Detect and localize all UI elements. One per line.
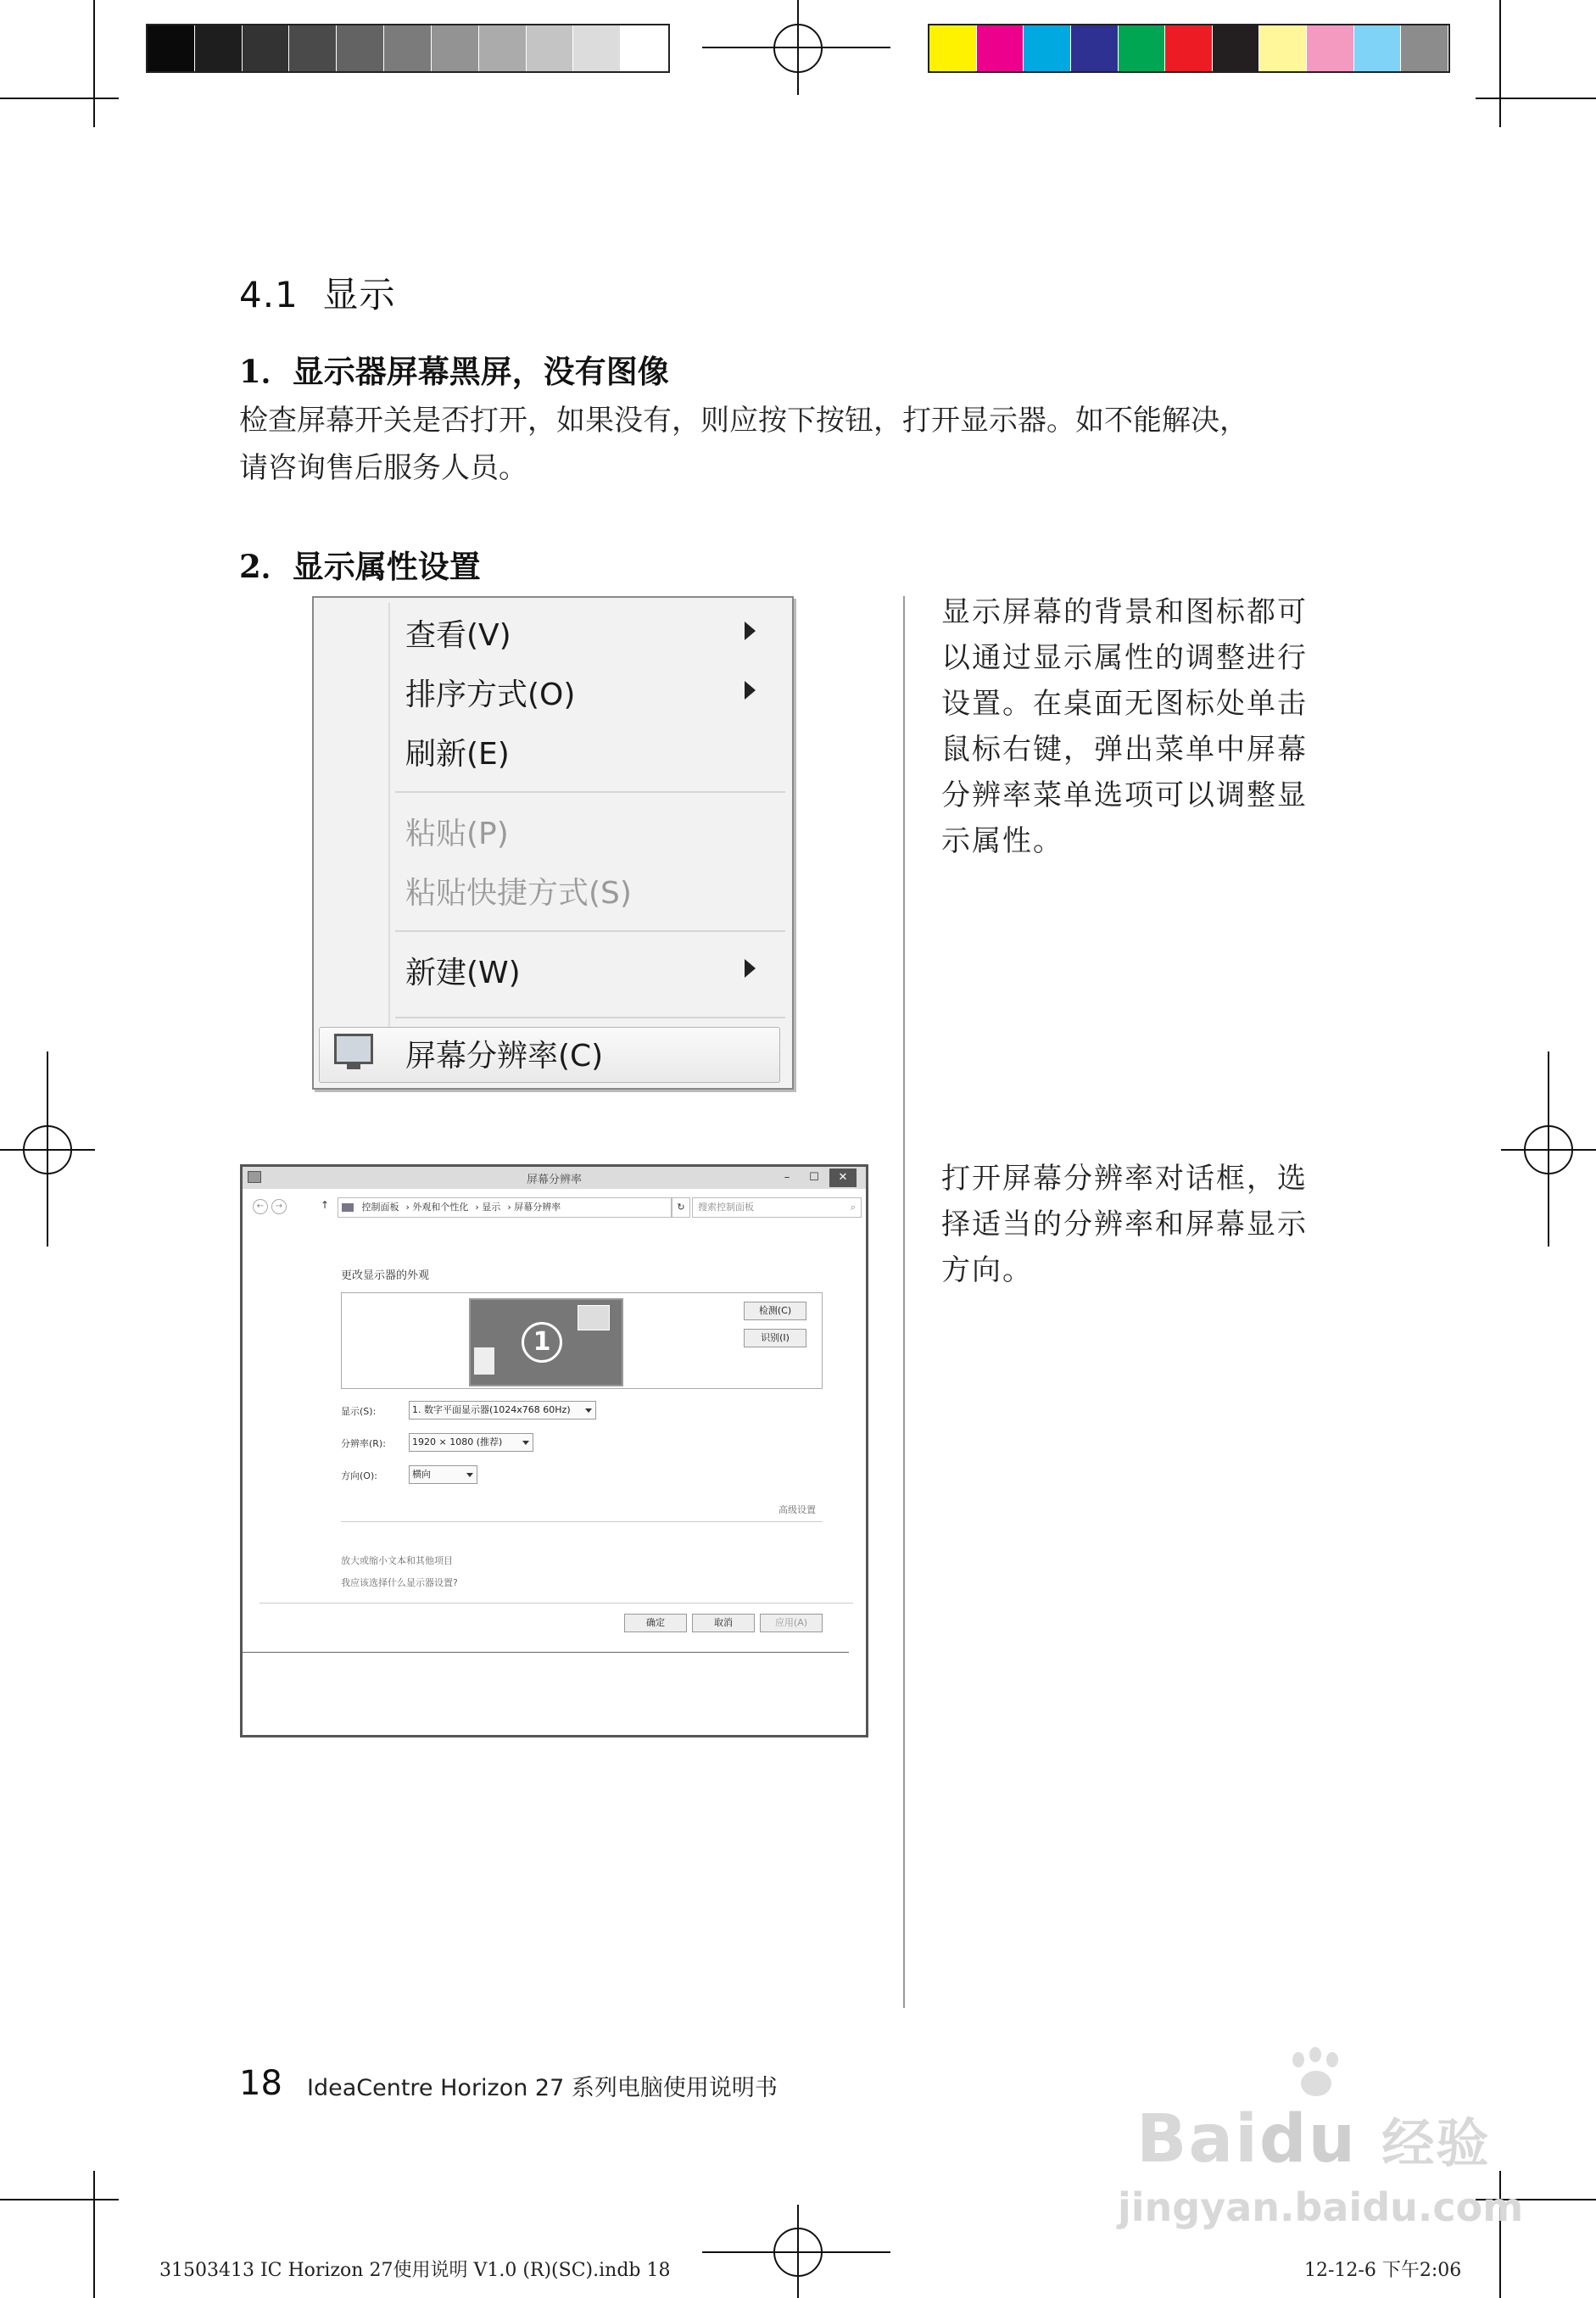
desc-line: 打开屏幕分辨率对话框，选 <box>941 1162 1308 1196</box>
item1-body-line: 检查屏幕开关是否打开，如果没有，则应按下按钮，打开显示器。如不能解决， <box>239 404 1248 438</box>
watermark-brand-text: du <box>1258 2101 1358 2178</box>
crop-mark <box>93 2171 95 2298</box>
dialog-heading: 更改显示器的外观 <box>341 1269 430 1282</box>
breadcrumb-item[interactable]: 外观和个性化 <box>412 1202 469 1213</box>
crop-mark <box>0 98 119 99</box>
page-number: 18 <box>239 2064 282 2103</box>
menu-item-refresh[interactable]: 刷新(E) <box>405 737 510 772</box>
watermark-url: jingyan.baidu.com <box>1118 2184 1524 2230</box>
dialog-description <box>941 1156 1340 1293</box>
breadcrumb-item[interactable]: 显示 <box>482 1202 501 1213</box>
chevron-down-icon <box>466 1473 473 1477</box>
dialog-titlebar <box>243 1167 866 1189</box>
search-icon: ⌕ <box>850 1202 856 1213</box>
gray-swatch <box>243 25 290 71</box>
display-select[interactable] <box>409 1401 596 1420</box>
color-calibration-bar <box>928 24 1450 73</box>
detect-button[interactable]: 检测(C) <box>744 1302 806 1320</box>
color-swatch <box>929 25 977 71</box>
color-swatch <box>1354 25 1402 71</box>
orientation-label: 方向(O): <box>341 1470 377 1481</box>
item2-description <box>941 589 1340 864</box>
submenu-arrow-icon <box>745 959 756 978</box>
item1-body-line: 请咨询售后服务人员。 <box>239 451 527 485</box>
orientation-select[interactable] <box>409 1465 477 1484</box>
desc-line: 示属性。 <box>941 824 1063 858</box>
breadcrumb-item[interactable]: 控制面板 <box>361 1202 399 1213</box>
gray-swatch <box>289 25 337 71</box>
color-swatch <box>1213 25 1260 71</box>
forward-icon[interactable]: → <box>271 1199 287 1214</box>
advanced-settings-link[interactable]: 高级设置 <box>778 1504 816 1515</box>
crop-mark <box>1499 0 1501 127</box>
color-swatch <box>1401 25 1448 71</box>
gray-swatch <box>432 25 479 71</box>
window-thumbnail-icon <box>578 1305 610 1330</box>
desc-line: 显示屏幕的背景和图标都可 <box>941 595 1308 629</box>
color-swatch <box>1165 25 1213 71</box>
control-panel-icon <box>342 1203 354 1212</box>
desc-line: 方向。 <box>941 1253 1033 1287</box>
monitor-preview <box>341 1292 823 1389</box>
divider <box>341 1521 823 1522</box>
watermark-brand-text: Bai <box>1136 2101 1259 2178</box>
resolution-label: 分辨率(R): <box>341 1438 386 1449</box>
desc-line: 择适当的分辨率和屏幕显示 <box>941 1208 1308 1241</box>
menu-separator <box>395 791 785 793</box>
crop-mark <box>0 2199 119 2200</box>
submenu-arrow-icon <box>745 681 756 700</box>
divider <box>259 1603 853 1604</box>
color-swatch <box>1307 25 1354 71</box>
display-monitor-icon <box>334 1034 373 1064</box>
paw-icon <box>1287 2052 1347 2103</box>
ok-button[interactable]: 确定 <box>624 1614 687 1632</box>
maximize-button[interactable]: ☐ <box>809 1171 819 1184</box>
footer-title: IdeaCentre Horizon 27 系列电脑使用说明书 <box>307 2075 778 2101</box>
refresh-icon[interactable]: ↻ <box>672 1197 690 1218</box>
up-icon[interactable]: ↑ <box>321 1199 330 1211</box>
identify-button[interactable]: 识别(I) <box>744 1329 806 1347</box>
display-label: 显示(S): <box>341 1406 377 1417</box>
screen-resolution-dialog <box>240 1164 868 1737</box>
cancel-button[interactable]: 取消 <box>692 1614 755 1632</box>
menu-gutter <box>388 603 390 1083</box>
window-thumbnail-icon <box>474 1347 494 1375</box>
display-settings-help-link[interactable]: 我应该选择什么显示器设置? <box>341 1577 458 1588</box>
back-icon[interactable]: ← <box>253 1199 268 1214</box>
crop-mark <box>1476 98 1596 99</box>
item2-heading: 2．显示属性设置 <box>239 548 481 585</box>
text-size-link[interactable]: 放大或缩小文本和其他项目 <box>341 1555 453 1566</box>
gray-swatch <box>479 25 527 71</box>
orientation-value: 横向 <box>412 1469 431 1480</box>
menu-item-view[interactable]: 查看(V) <box>405 618 511 653</box>
minimize-button[interactable]: – <box>784 1171 790 1184</box>
search-input[interactable] <box>692 1197 862 1218</box>
divider <box>243 1652 849 1653</box>
color-swatch <box>1119 25 1166 71</box>
desc-line: 以通过显示属性的调整进行 <box>941 641 1308 675</box>
menu-item-sort[interactable]: 排序方式(O) <box>405 678 576 712</box>
section-heading <box>239 267 396 318</box>
chevron-down-icon <box>522 1441 529 1445</box>
breadcrumb-item[interactable]: 屏幕分辨率 <box>514 1202 561 1213</box>
gray-swatch <box>384 25 432 71</box>
print-slug-left: 31503413 IC Horizon 27使用说明 V1.0 (R)(SC).indb 18 <box>159 2260 671 2281</box>
color-swatch <box>1024 25 1071 71</box>
watermark-brand <box>1136 2101 1490 2178</box>
menu-separator <box>395 1017 785 1018</box>
gray-swatch <box>527 25 574 71</box>
gray-swatch <box>195 25 243 71</box>
submenu-arrow-icon <box>745 622 756 640</box>
gray-swatch <box>621 25 668 71</box>
print-slug-right: 12-12-6 下午2:06 <box>1304 2260 1462 2281</box>
column-divider <box>903 596 905 2008</box>
display-value: 1. 数字平面显示器(1024x768 60Hz) <box>412 1404 571 1415</box>
watermark-cn: 经验 <box>1381 2112 1491 2174</box>
gray-swatch <box>337 25 384 71</box>
menu-item-paste-shortcut: 粘贴快捷方式(S) <box>405 876 632 911</box>
desc-line: 分辨率菜单选项可以调整显 <box>941 778 1308 812</box>
item1-heading: 1．显示器屏幕黑屏，没有图像 <box>239 353 669 390</box>
color-swatch <box>1071 25 1119 71</box>
gray-swatch <box>573 25 621 71</box>
menu-separator <box>395 930 785 932</box>
color-swatch <box>977 25 1024 71</box>
gray-swatch <box>148 25 195 71</box>
section-title: 显示 <box>322 274 396 315</box>
context-menu <box>312 596 794 1090</box>
apply-button[interactable]: 应用(A) <box>760 1614 823 1632</box>
grayscale-calibration-bar <box>146 24 670 73</box>
item1-body <box>239 397 1342 492</box>
monitor-1[interactable] <box>469 1298 623 1386</box>
desc-line: 设置。在桌面无图标处单击 <box>941 687 1308 721</box>
menu-item-new[interactable]: 新建(W) <box>405 956 521 990</box>
desc-line: 鼠标右键，弹出菜单中屏幕 <box>941 733 1308 767</box>
search-placeholder: 搜索控制面板 <box>698 1202 754 1213</box>
chevron-down-icon <box>585 1408 592 1413</box>
section-number: 4.1 <box>239 274 299 315</box>
resolution-value: 1920 × 1080 (推荐) <box>412 1436 503 1447</box>
dialog-title: 屏幕分辨率 <box>526 1174 582 1186</box>
color-swatch <box>1259 25 1307 71</box>
close-button[interactable]: ✕ <box>829 1169 857 1187</box>
menu-item-paste: 粘贴(P) <box>405 817 509 851</box>
resolution-select[interactable] <box>409 1433 533 1452</box>
monitor-number: 1 <box>522 1322 562 1363</box>
address-bar[interactable]: 控制面板 › 外观和个性化 › 显示 › 屏幕分辨率 <box>338 1197 672 1218</box>
menu-item-screen-resolution[interactable]: 屏幕分辨率(C) <box>405 1039 604 1074</box>
crop-mark <box>93 0 95 127</box>
